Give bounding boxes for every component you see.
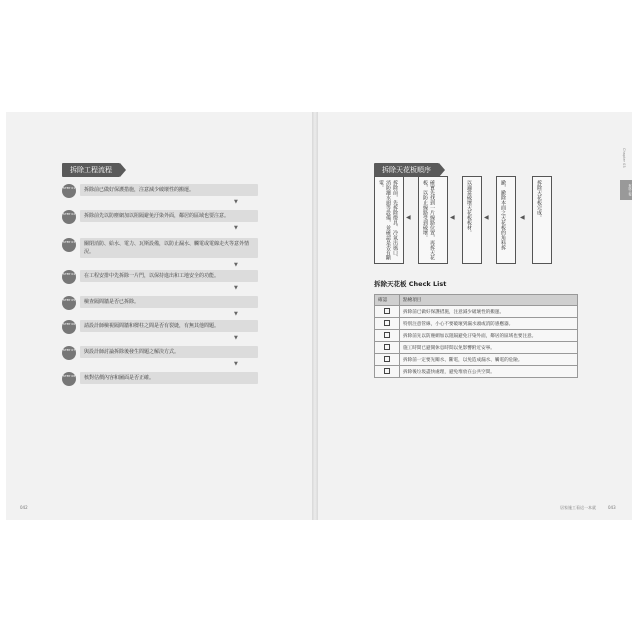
checklist-checkbox-cell [375, 306, 400, 318]
left-page [6, 112, 312, 520]
checklist-row [375, 306, 578, 318]
step-badge: STEP 02 [62, 210, 76, 224]
down-arrow-icon: ▼ [234, 335, 238, 341]
checkbox-icon[interactable] [384, 344, 390, 350]
step-text: 請設計師檢視隔間牆和樑柱之間是否有裂縫，有無其他問題。 [80, 320, 258, 332]
checkbox-icon[interactable] [384, 368, 390, 374]
order-step-2 [418, 176, 448, 264]
checklist-checkbox-cell [375, 354, 400, 366]
checklist-item-text: 施工時間已避開休息時間以免影響附近安寧。 [400, 342, 578, 354]
checkbox-icon[interactable] [384, 356, 390, 362]
order-arrow: ◀ [520, 214, 525, 221]
side-chapter-label: Chapter 03 [622, 148, 626, 168]
checklist-row [375, 366, 578, 378]
step-text: 檢查隔間牆是否已拆除。 [80, 296, 258, 308]
order-arrow: ◀ [484, 214, 489, 221]
checklist-checkbox-cell [375, 330, 400, 342]
order-step-text: 確實先找到一片線路位置，再拆天花板，以防止線路受到破壞。 [422, 180, 435, 260]
step-badge: STEP 07 [62, 346, 76, 360]
down-arrow-icon: ▼ [234, 361, 238, 367]
checklist-item-text: 特別注意管線，小心不要破壞到漏水頭或消防感應器。 [400, 318, 578, 330]
order-step-text: 以適當破壞天花板板材。 [466, 180, 472, 235]
order-step-4 [496, 176, 516, 264]
order-step-1 [374, 176, 404, 264]
checklist-item-text: 拆除前一定要先關水、斷電，以免造成漏水、觸電的危險。 [400, 354, 578, 366]
right-folio: 043 [608, 505, 616, 510]
checkbox-icon[interactable] [384, 308, 390, 314]
down-arrow-icon: ▼ [234, 225, 238, 231]
step-text: 關閉消防、給水、電力、瓦斯設備，以防止漏水、觸電或電線走火等意外情況。 [80, 238, 258, 258]
checklist-header-confirm: 確認 [375, 295, 400, 306]
checklist-table [374, 294, 578, 378]
order-step-text: 撤，撤除本面之天花板的角料拆 [500, 180, 506, 250]
checklist-row [375, 342, 578, 354]
down-arrow-icon: ▼ [234, 262, 238, 268]
order-step-3 [462, 176, 482, 264]
checklist-item-text: 拆除後垃圾盡快處理，避免堆放在公共空間。 [400, 366, 578, 378]
step-text: 拆除前先以防塵網加以阻隔避免汙染外面，鄰居的區域也要注意。 [80, 210, 258, 222]
step-badge: STEP 04 [62, 270, 76, 284]
checklist-title: 拆除天花板 Check List [374, 280, 447, 288]
checkbox-icon[interactable] [384, 320, 390, 326]
step-badge: STEP 01 [62, 184, 76, 198]
left-folio: 042 [20, 505, 28, 510]
step-badge: STEP 08 [62, 372, 76, 386]
checkbox-icon[interactable] [384, 332, 390, 338]
checklist-checkbox-cell [375, 366, 400, 378]
order-step-5 [532, 176, 552, 264]
step-text: 在工程安排中先拆除一片門，以保持進出和工地安全的功能。 [80, 270, 258, 282]
checklist-body [375, 306, 578, 378]
right-section-title: 拆除天花板順序 [374, 163, 439, 177]
checklist-checkbox-cell [375, 318, 400, 330]
step-badge: STEP 03 [62, 238, 76, 252]
checklist-checkbox-cell [375, 342, 400, 354]
checklist-header-row [375, 295, 578, 306]
checklist-header-item: 點檢項目 [400, 295, 578, 306]
step-text: 與設計師討論拆除後發生問題之解決方式。 [80, 346, 258, 358]
step-badge: STEP 05 [62, 296, 76, 310]
left-section-title: 拆除工程流程 [62, 163, 120, 177]
down-arrow-icon: ▼ [234, 199, 238, 205]
checklist-row [375, 330, 578, 342]
down-arrow-icon: ▼ [234, 285, 238, 291]
step-text: 拆除前已做好保護措施，注意減少破壞性的搬運。 [80, 184, 258, 196]
checklist-row [375, 354, 578, 366]
step-text: 核對估價內容和圖面是否正確。 [80, 372, 258, 384]
order-step-text: 拆除前，先拆除燈具、冷氣出風口、消防灑水頭等設備，並確認是否有斷電。 [378, 180, 398, 260]
step-badge: STEP 06 [62, 320, 76, 334]
checklist-item-text: 拆除前先以防塵網加以阻隔避免汙染外面，鄰居的區域也要注意。 [400, 330, 578, 342]
checklist-row [375, 318, 578, 330]
running-head: 居家施工看這一本就 [560, 505, 596, 510]
order-arrow: ◀ [450, 214, 455, 221]
side-tab: 拆除工程 [620, 180, 632, 200]
down-arrow-icon: ▼ [234, 311, 238, 317]
checklist-item-text: 拆除前已做好保護措施，注意減少破壞性的搬運。 [400, 306, 578, 318]
order-arrow: ◀ [406, 214, 411, 221]
order-step-text: 拆除天花板完成。 [536, 180, 542, 220]
